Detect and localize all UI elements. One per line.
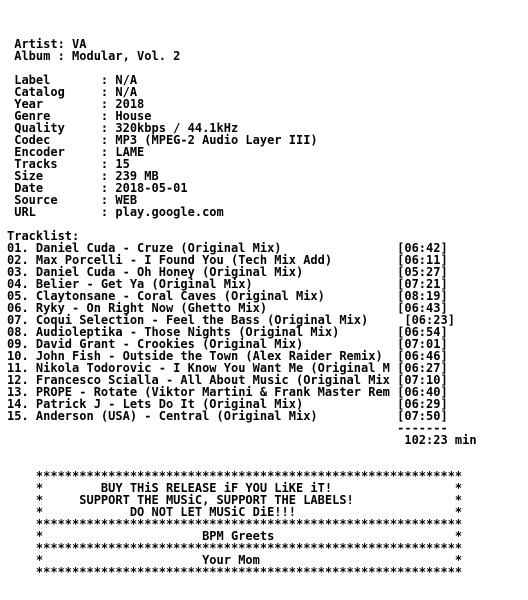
track-row: 15. Anderson (USA) - Central (Original Mix) [07:50]	[7, 409, 448, 423]
info-tracks: Tracks : 15	[7, 157, 130, 171]
total-time: 102:23 min	[7, 433, 477, 447]
banner-greets: * Your Mom *	[7, 553, 463, 567]
album-line: Album : Modular, Vol. 2	[7, 49, 181, 63]
track-row: 03. Daniel Cuda - Oh Honey (Original Mix) [05:27]	[7, 265, 448, 279]
track-row: 13. PROPE - Rotate (Viktor Martini & Frank Master Rem [06:40]	[7, 385, 448, 399]
track-row: 09. David Grant - Crookies (Original Mix) [07:01]	[7, 337, 448, 351]
info-codec: Codec : MP3 (MPEG-2 Audio Layer III)	[7, 133, 318, 147]
track-row: 11. Nikola Todorovic - I Know You Want Me (Original M [06:27]	[7, 361, 448, 375]
info-quality: Quality : 320kbps / 44.1kHz	[7, 121, 239, 135]
banner-line: * BUY THiS RELEASE iF YOU LiKE iT! *	[7, 481, 463, 495]
info-encoder: Encoder : LAME	[7, 145, 145, 159]
info-year: Year : 2018	[7, 97, 145, 111]
info-genre: Genre : House	[7, 109, 152, 123]
track-row: 02. Max Porcelli - I Found You (Tech Mix Add) [06:11]	[7, 253, 448, 267]
artist-line: Artist: VA	[7, 37, 87, 51]
total-rule: -------	[7, 421, 448, 435]
nfo-document	[7, 38, 477, 578]
track-row: 12. Francesco Scialla - All About Music (Original Mix [07:10]	[7, 373, 448, 387]
info-source: Source : WEB	[7, 193, 138, 207]
track-row: 01. Daniel Cuda - Cruze (Original Mix) [06:42]	[7, 241, 448, 255]
banner-border: ***********************************************************	[7, 517, 463, 531]
track-row: 06. Ryky - On Right Now (Ghetto Mix) [06:43]	[7, 301, 448, 315]
track-row: 08. Audioleptika - Those Nights (Original Mix) [06:54]	[7, 325, 448, 339]
info-size: Size : 239 MB	[7, 169, 159, 183]
info-label: Label : N/A	[7, 73, 138, 87]
track-row: 14. Patrick J - Lets Do It (Original Mix) [06:29]	[7, 397, 448, 411]
banner-border: ***********************************************************	[7, 469, 463, 483]
track-row: 10. John Fish - Outside the Town (Alex Raider Remix) [06:46]	[7, 349, 448, 363]
info-date: Date : 2018-05-01	[7, 181, 188, 195]
info-catalog: Catalog : N/A	[7, 85, 138, 99]
banner-border: ***********************************************************	[7, 541, 463, 555]
banner-line: * SUPPORT THE MUSiC, SUPPORT THE LABELS! *	[7, 493, 463, 507]
track-row: 07. Coqui Selection - Feel the Bass (Original Mix) [06:23]	[7, 313, 455, 327]
info-url: URL : play.google.com	[7, 205, 224, 219]
track-row: 04. Belier - Get Ya (Original Mix) [07:21]	[7, 277, 448, 291]
track-row: 05. Claytonsane - Coral Caves (Original Mix) [08:19]	[7, 289, 448, 303]
banner-line: * DO NOT LET MUSiC DiE!!! *	[7, 505, 463, 519]
blank-line	[7, 446, 477, 458]
banner-border: ***********************************************************	[7, 565, 463, 579]
banner-greets: * BPM Greets *	[7, 529, 463, 543]
tracklist-header: Tracklist:	[7, 229, 80, 243]
